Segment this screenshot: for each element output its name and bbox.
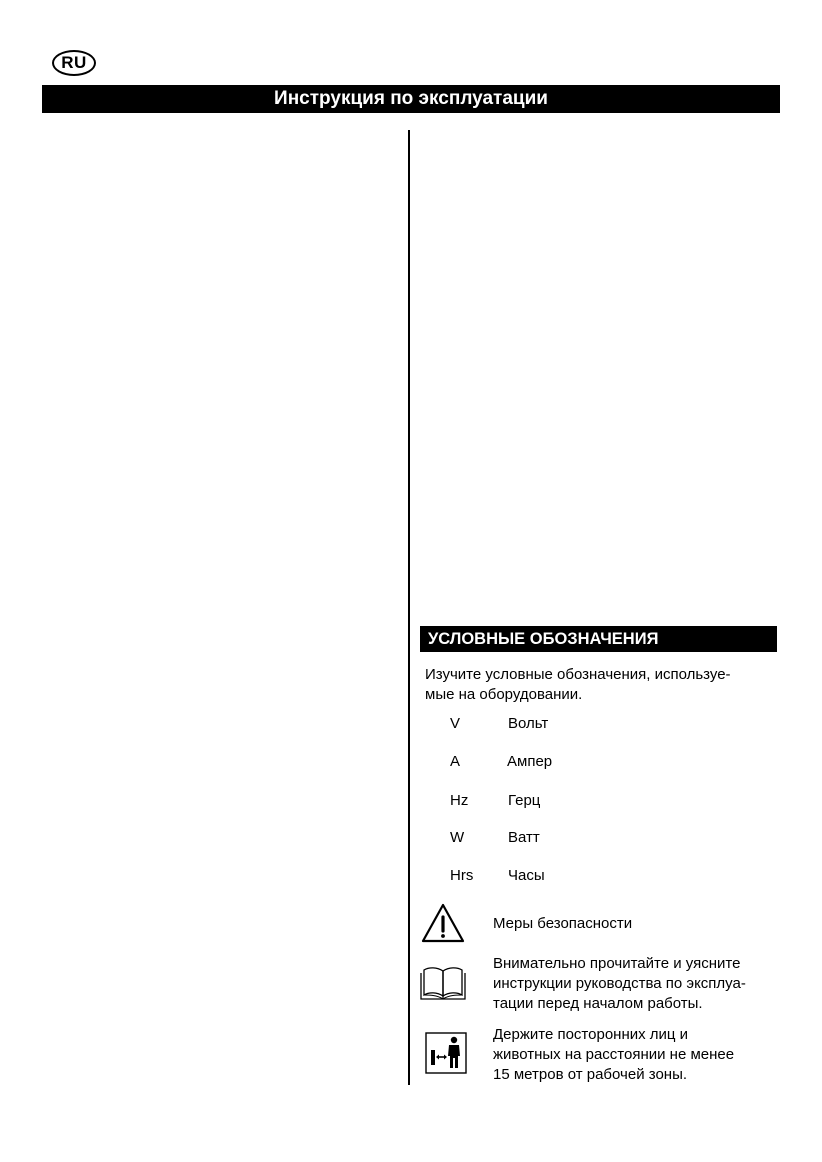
unit-abbr: V <box>450 715 461 732</box>
unit-meaning: Вольт <box>508 715 549 732</box>
keep-distance-icon <box>425 1032 467 1079</box>
intro-line-2: мые на оборудовании. <box>425 686 583 703</box>
symbol-text-line: 15 метров от рабочей зоны. <box>493 1066 688 1083</box>
unit-abbr: Hz <box>450 792 469 809</box>
symbol-text-line: животных на расстоянии не менее <box>493 1046 735 1063</box>
unit-meaning: Часы <box>508 867 545 884</box>
open-book-icon <box>420 964 466 1007</box>
symbol-text <box>493 1025 778 1085</box>
symbol-text-line: Держите посторонних лиц и <box>493 1026 689 1043</box>
section-heading-symbols: УСЛОВНЫЕ ОБОЗНАЧЕНИЯ <box>420 626 777 652</box>
unit-meaning: Ватт <box>508 829 540 846</box>
symbols-intro <box>425 665 775 705</box>
page-title: Инструкция по эксплуатации <box>42 85 780 113</box>
language-badge: RU <box>52 50 96 76</box>
intro-line-1: Изучите условные обозначения, используе- <box>425 666 731 683</box>
symbol-text <box>493 914 778 934</box>
unit-meaning: Герц <box>508 792 541 809</box>
warning-triangle-icon <box>420 902 466 949</box>
symbol-row-keep-distance <box>420 1025 780 1087</box>
unit-abbr: Hrs <box>450 867 474 884</box>
unit-abbr: W <box>450 829 465 846</box>
column-divider <box>408 130 410 1085</box>
symbol-text-line: тации перед началом работы. <box>493 995 703 1012</box>
unit-abbr: A <box>450 753 461 770</box>
symbol-row-safety <box>420 902 780 946</box>
symbol-text-line: Меры безопасности <box>493 915 633 932</box>
symbol-text-line: Внимательно прочитайте и уясните <box>493 955 741 972</box>
unit-meaning: Ампер <box>507 753 553 770</box>
symbol-row-read-manual <box>420 954 780 1016</box>
symbol-text <box>493 954 778 1014</box>
symbol-text-line: инструкции руководства по эксплуа- <box>493 975 746 992</box>
